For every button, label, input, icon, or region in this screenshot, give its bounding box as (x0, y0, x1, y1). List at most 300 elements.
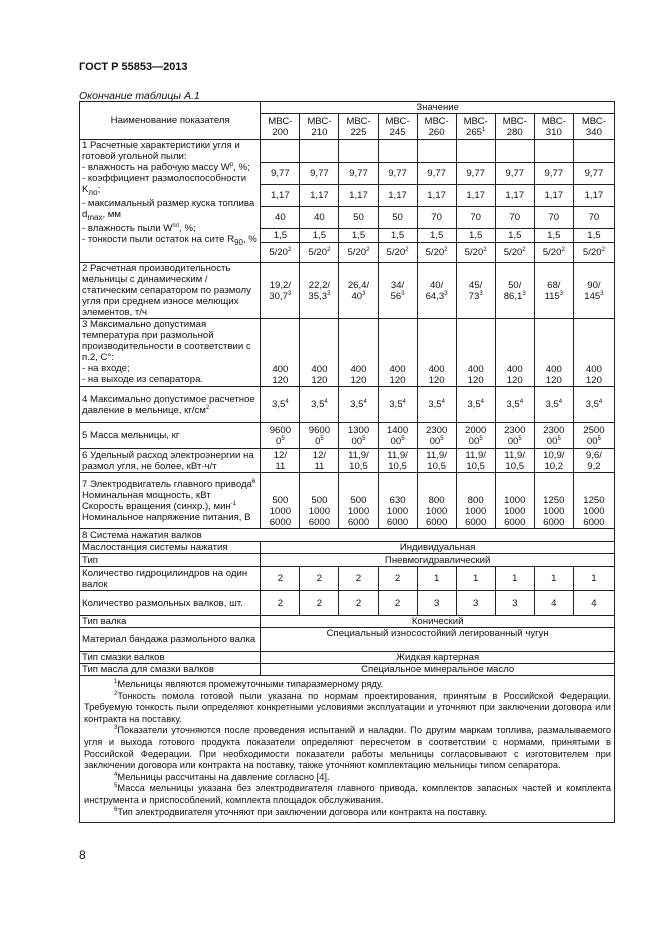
speed-value: 1000 (269, 506, 292, 517)
fineness-label: - тонкости пыли остаток на сите R (82, 233, 235, 245)
cylinders-cell: 1 (417, 567, 456, 591)
footnote-text: Масса мельницы указана без электродвигателя главного привода, комплектов запасных частей и комплекта инструмента и приспособлений, комплекта площадок обслуживания. (84, 783, 611, 805)
footnote-mark: 3 (479, 290, 483, 297)
oil-station-row (80, 542, 615, 554)
footnote-mark: 4 (324, 398, 328, 405)
footnote (84, 691, 611, 726)
specification-table (79, 101, 615, 823)
model-header (339, 114, 378, 140)
value-line: 1300 (347, 424, 370, 436)
footnote-mark: 3 (600, 290, 604, 297)
moisture-cell: 9,77 (261, 163, 300, 185)
footnote (84, 725, 611, 771)
footnote-mark: 5 (281, 435, 285, 442)
energy-cell (261, 449, 300, 473)
cylinders-cell: 2 (339, 567, 378, 591)
footnote-mark: 4 (441, 398, 445, 405)
value-line: $00^5$ (586, 435, 601, 447)
sec8-name: 8 Система нажатия валков (80, 529, 615, 542)
grindability-cell: 1,17 (573, 185, 614, 207)
sec7-name (80, 473, 261, 529)
rollers-cell: 3 (417, 591, 456, 616)
value-line: $00^5$ (390, 435, 405, 447)
mass-cell (573, 423, 614, 449)
footnote-text: Тонкость помола готовой пыли указана по нормам проектирования, принятым в Российской Федерации. Требуемую тонкость пыли определяют конкретными условиями эксплуатации и уточняют при заключении договора или контракта на поставку. (84, 690, 611, 724)
footnote (84, 783, 611, 806)
empty-cell (261, 140, 300, 163)
sec2-name: 2 Расчетная производительность мельницы с динамическим / статическим сепаратором по размолу угля при среднем износе мелющих элементов, т/ч (80, 263, 261, 319)
power-value: 500 (272, 495, 289, 506)
value-line: 11,9/ (465, 449, 486, 461)
footnote-mark: 5 (479, 435, 483, 442)
model-header (417, 114, 456, 140)
subscript: max (87, 212, 103, 222)
moisture-cell: 9,77 (417, 163, 456, 185)
energy-cell (495, 449, 534, 473)
sec1-title-row (80, 140, 615, 163)
value-line: 10,5 (388, 460, 407, 472)
model-header (378, 114, 417, 140)
outlet-value: 120 (389, 375, 406, 386)
voltage-value: 6000 (269, 517, 292, 528)
roller-type-label: Тип валка (80, 616, 261, 628)
footnote-mark: 3 (114, 725, 118, 732)
sec2-row (80, 263, 615, 319)
standard-designation: ГОСТ Р 55853—2013 (79, 61, 188, 73)
pressure-cell: $3,5^4$ (495, 387, 534, 423)
moisture-cell: 9,77 (339, 163, 378, 185)
band-row (80, 628, 615, 652)
footnote-mark: 3 (362, 290, 366, 297)
outlet-value: 120 (545, 375, 562, 386)
lump-cell: 50 (378, 207, 417, 229)
inlet-value: 400 (272, 364, 289, 375)
power-value: 800 (467, 495, 484, 506)
model-series: МВС- (307, 115, 332, 127)
lump-cell: 70 (495, 207, 534, 229)
sec3-row (80, 319, 615, 387)
value-line: $145^3$ (584, 290, 604, 302)
column-header-value: Значение (261, 102, 615, 114)
mass-cell (456, 423, 495, 449)
energy-cell (300, 449, 339, 473)
fineness-cell: $5/20^2$ (573, 243, 614, 263)
cylinders-cell: 2 (300, 567, 339, 591)
motor-cell (378, 473, 417, 529)
fineness-cell: $5/20^2$ (417, 243, 456, 263)
footnote (84, 772, 611, 784)
outlet-label: - на выходе из сепаратора. (82, 374, 204, 385)
model-header (534, 114, 573, 140)
inlet-value: 400 (389, 364, 406, 375)
footnote-mark: 6 (114, 806, 118, 813)
temperature-cell (573, 319, 614, 387)
sec8-title-row (80, 529, 615, 542)
value-line: 9600 (269, 424, 292, 436)
rollers-cell: 4 (573, 591, 614, 616)
dust-moisture-cell: 1,5 (573, 229, 614, 243)
footnote-mark: 3 (559, 290, 564, 297)
lump-cell: 40 (261, 207, 300, 229)
rollers-cell: 4 (534, 591, 573, 616)
sec7-row (80, 473, 615, 529)
model-size: 245 (389, 126, 406, 138)
inlet-value: 400 (428, 364, 445, 375)
pressure-cell: $3,5^4$ (261, 387, 300, 423)
roller-type-value: Конический (261, 616, 615, 628)
footnote-mark: 1 (482, 126, 486, 133)
footnote (84, 679, 611, 691)
footnote-mark: 4 (402, 398, 406, 405)
dust-moisture-cell: 1,5 (378, 229, 417, 243)
capacity-cell (261, 263, 300, 319)
voltage-value: 6000 (504, 517, 526, 528)
rollers-cell: 3 (456, 591, 495, 616)
capacity-cell (495, 263, 534, 319)
pressure-cell: $3,5^4$ (300, 387, 339, 423)
value-line: 9,6/ (585, 449, 602, 461)
lube-label: Тип смазки валков (80, 652, 261, 664)
oil-station-value: Индивидуальная (261, 542, 615, 554)
capacity-cell (534, 263, 573, 319)
outlet-value: 120 (272, 375, 289, 386)
value-line: 9600 (308, 424, 331, 436)
voltage-value: 6000 (386, 517, 409, 528)
inlet-value: 400 (585, 364, 602, 375)
footnote-mark: 5 (597, 435, 601, 442)
value-line: 64,3$^3$ (425, 290, 448, 302)
model-size: 280 (506, 126, 523, 138)
temperature-cell (534, 319, 573, 387)
oil-label: Тип масла для смазки валков (80, 664, 261, 676)
model-size: 340 (585, 126, 602, 138)
sec6-row (80, 449, 615, 473)
empty-cell (456, 140, 495, 163)
power-value: 1250 (543, 495, 565, 506)
cylinders-cell: 2 (378, 567, 417, 591)
footnote-mark: 2 (601, 246, 605, 253)
inlet-value: 400 (311, 364, 328, 375)
footnote-mark: 3 (401, 290, 405, 297)
inlet-value: 400 (350, 364, 367, 375)
value-line: 11,9/ (426, 449, 447, 461)
footnote-mark: 5 (440, 435, 444, 442)
fineness-cell: $5/20^2$ (456, 243, 495, 263)
value-line: $40^3$ (351, 290, 366, 302)
footnotes (80, 676, 615, 823)
model-series: МВС- (424, 115, 449, 127)
voltage-value: 6000 (308, 517, 331, 528)
power-label: Номинальная мощность, кВт (82, 489, 211, 501)
grindability-cell: 1,17 (534, 185, 573, 207)
footnote-mark: 3 (444, 290, 448, 297)
energy-cell (573, 449, 614, 473)
value-line: $0^5$ (276, 435, 285, 447)
value-line: $00^5$ (468, 435, 483, 447)
outlet-value: 120 (350, 375, 367, 386)
empty-cell (300, 140, 339, 163)
moisture-cell: 9,77 (456, 163, 495, 185)
value-line: 35,3$^3$ (308, 290, 331, 302)
model-series: МВС- (502, 115, 527, 127)
header-row (80, 102, 615, 114)
model-series: МВС- (346, 115, 371, 127)
type-row (80, 554, 615, 567)
footnote-mark: 4 (285, 398, 289, 405)
model-series: МВС- (541, 115, 566, 127)
speed-value: 1000 (308, 506, 331, 517)
footnote-mark: 4 (114, 771, 118, 778)
moisture-label: - влажность на рабочую массу W (82, 162, 230, 173)
model-series: МВС- (463, 115, 488, 127)
grindability-cell: 1,17 (339, 185, 378, 207)
value-line: 2300 (425, 424, 448, 436)
motor-cell (339, 473, 378, 529)
superscript: -1 (230, 500, 237, 507)
fineness-cell: $5/20^2$ (378, 243, 417, 263)
model-size: $265^1$ (465, 126, 486, 138)
capacity-cell (339, 263, 378, 319)
capacity-cell (456, 263, 495, 319)
speed-value: 1000 (465, 506, 487, 517)
value-line: 2300 (504, 424, 526, 436)
voltage-value: 6000 (465, 517, 487, 528)
cylinders-label: Количество гидроцилиндров на один валок (80, 567, 261, 591)
model-header (495, 114, 534, 140)
cylinders-row (80, 567, 615, 591)
sec7-title: 7 Электродвигатель главного привода (82, 478, 252, 490)
value-line: 22,2/ (308, 279, 331, 291)
footnote-mark: 2 (483, 246, 487, 253)
dust-moisture-cell: 1,5 (456, 229, 495, 243)
outlet-value: 120 (428, 375, 445, 386)
value-line: 90/ (587, 279, 601, 291)
model-header (456, 114, 495, 140)
sec4-title: 4 Максимально допустимое расчетное давление в мельнице, кг/см (82, 393, 255, 416)
lump-label: - максимальный размер куска топлива d (82, 197, 255, 220)
lump-unit: , мм (102, 208, 121, 220)
power-value: 1250 (583, 495, 605, 506)
motor-cell (495, 473, 534, 529)
notes-row (80, 676, 615, 823)
page-number: 8 (79, 848, 86, 862)
energy-cell (417, 449, 456, 473)
speed-value: 1000 (425, 506, 448, 517)
superscript: 6 (251, 478, 256, 485)
value-line: 40/ (429, 279, 444, 291)
value-line: 11 (275, 460, 286, 472)
voltage-value: 6000 (347, 517, 370, 528)
mass-cell (300, 423, 339, 449)
outlet-value: 120 (585, 375, 602, 386)
empty-cell (495, 140, 534, 163)
footnote-mark: 2 (288, 246, 292, 253)
dust-moisture-cell: 1,5 (417, 229, 456, 243)
value-line: 2300 (543, 424, 565, 436)
value-line: 11,9/ (348, 449, 369, 461)
type-label: Тип (80, 554, 261, 567)
value-line: 11,9/ (504, 449, 526, 461)
lump-cell: 70 (456, 207, 495, 229)
motor-cell (300, 473, 339, 529)
sec6-name: 6 Удельный расход электроэнергии на размол угля, не более, кВт·ч/т (80, 449, 261, 473)
inlet-label: - на входе; (82, 363, 130, 374)
model-size: 210 (311, 126, 328, 138)
energy-cell (339, 449, 378, 473)
footnote-mark: 2 (522, 246, 526, 253)
speed-value: 1000 (504, 506, 526, 517)
moisture-cell: 9,77 (495, 163, 534, 185)
table-caption: Окончание таблицы А.1 (79, 90, 200, 102)
value-line: 2500 (583, 424, 605, 436)
rollers-cell: 3 (495, 591, 534, 616)
value-line: 1400 (386, 424, 409, 436)
sec5-row (80, 423, 615, 449)
column-header-name: Наименование показателя (80, 102, 261, 140)
footnote-mark: 3 (522, 290, 526, 297)
type-value: Пневмогидравлический (261, 554, 615, 567)
value-line: 10,2 (544, 460, 564, 472)
capacity-cell (417, 263, 456, 319)
grindability-cell: 1,17 (261, 185, 300, 207)
footnote-mark: 2 (405, 246, 409, 253)
lump-cell: 40 (300, 207, 339, 229)
grindability-cell: 1,17 (378, 185, 417, 207)
rollers-label: Количество размольных валков, шт. (80, 591, 261, 616)
footnote-mark: 3 (327, 290, 331, 297)
motor-cell (534, 473, 573, 529)
footnote-mark: 4 (480, 398, 485, 405)
value-line: $00^5$ (507, 435, 522, 447)
temperature-cell (261, 319, 300, 387)
temperature-cell (456, 319, 495, 387)
value-line: 10,9/ (543, 449, 565, 461)
mass-cell (261, 423, 300, 449)
footnote-mark: 4 (519, 398, 524, 405)
speed-value: 1000 (583, 506, 605, 517)
model-series: МВС- (385, 115, 410, 127)
mass-cell (339, 423, 378, 449)
speed-value: 1000 (543, 506, 565, 517)
oil-row (80, 664, 615, 676)
model-size: 310 (545, 126, 562, 138)
motor-cell (456, 473, 495, 529)
dust-moisture-label: - влажность пыли W (82, 222, 173, 234)
motor-cell (261, 473, 300, 529)
footnote-mark: 5 (401, 435, 405, 442)
dust-moisture-cell: 1,5 (339, 229, 378, 243)
value-line: 10,5 (427, 460, 446, 472)
cylinders-cell: 1 (573, 567, 614, 591)
dust-moisture-cell: 1,5 (534, 229, 573, 243)
footnote-mark: 5 (518, 435, 522, 442)
grindability-end: ; (97, 184, 101, 195)
inlet-value: 400 (506, 364, 523, 375)
moisture-cell: 9,77 (300, 163, 339, 185)
temperature-cell (378, 319, 417, 387)
speed-value: 1000 (347, 506, 370, 517)
grindability-cell: 1,17 (456, 185, 495, 207)
voltage-value: 6000 (583, 517, 605, 528)
empty-cell (378, 140, 417, 163)
outlet-value: 120 (311, 375, 328, 386)
value-line: 68/ (547, 279, 561, 291)
value-line: 50/ (508, 279, 522, 291)
inlet-value: 400 (545, 364, 562, 375)
mass-cell (534, 423, 573, 449)
footnote-mark: 4 (363, 398, 367, 405)
cylinders-cell: 1 (534, 567, 573, 591)
mass-cell (417, 423, 456, 449)
dust-moisture-cell: 1,5 (495, 229, 534, 243)
lump-cell: 70 (417, 207, 456, 229)
speed-label: Скорость вращения (синхр.), мин (82, 500, 231, 512)
moisture-cell: 9,77 (378, 163, 417, 185)
value-line: $00^5$ (351, 435, 366, 447)
outlet-value: 120 (506, 375, 523, 386)
temperature-cell (339, 319, 378, 387)
value-line: 19,2/ (269, 279, 292, 291)
mass-cell (495, 423, 534, 449)
footnote-mark: 2 (366, 246, 370, 253)
value-line: 11,9/ (387, 449, 408, 461)
model-size: 200 (272, 126, 289, 138)
capacity-cell (300, 263, 339, 319)
footnote-mark: 2 (444, 246, 448, 253)
footnote-mark: 2 (561, 246, 565, 253)
lube-row (80, 652, 615, 664)
speed-value: 1000 (386, 506, 409, 517)
value-line: 2000 (465, 424, 487, 436)
grindability-cell: 1,17 (495, 185, 534, 207)
footnote (84, 807, 611, 819)
roller-type-row (80, 616, 615, 628)
model-series: МВС- (581, 115, 607, 127)
footnote-mark: 2 (327, 246, 331, 253)
superscript: 2 (205, 404, 210, 411)
footnote-mark: 2 (114, 690, 118, 697)
model-header (261, 114, 300, 140)
value-line: 10,5 (505, 460, 525, 472)
value-line: 9,2 (587, 460, 601, 472)
fineness-unit: , % (242, 233, 257, 245)
value-line: $00^5$ (429, 435, 444, 447)
sec4-name (80, 387, 261, 423)
moisture-cell: 9,77 (573, 163, 614, 185)
model-size: 260 (428, 126, 445, 138)
footnote-mark: 3 (288, 290, 292, 297)
lump-cell: 70 (573, 207, 614, 229)
rollers-cell: 2 (378, 591, 417, 616)
value-line: 30,7$^3$ (269, 290, 292, 302)
pressure-cell: $3,5^4$ (456, 387, 495, 423)
rollers-row (80, 591, 615, 616)
footnote-mark: 5 (114, 783, 118, 790)
dust-moisture-cell: 1,5 (261, 229, 300, 243)
dust-moisture-cell: 1,5 (300, 229, 339, 243)
cylinders-cell: 1 (456, 567, 495, 591)
lube-value: Жидкая картерная (261, 652, 615, 664)
sec5-name: 5 Масса мельницы, кг (80, 423, 261, 449)
value-line: 11 (314, 460, 325, 472)
cylinders-cell: 1 (495, 567, 534, 591)
lump-cell: 70 (534, 207, 573, 229)
pressure-cell: $3,5^4$ (378, 387, 417, 423)
fineness-cell: $5/20^2$ (261, 243, 300, 263)
empty-cell (534, 140, 573, 163)
rollers-cell: 2 (300, 591, 339, 616)
fineness-cell: $5/20^2$ (534, 243, 573, 263)
